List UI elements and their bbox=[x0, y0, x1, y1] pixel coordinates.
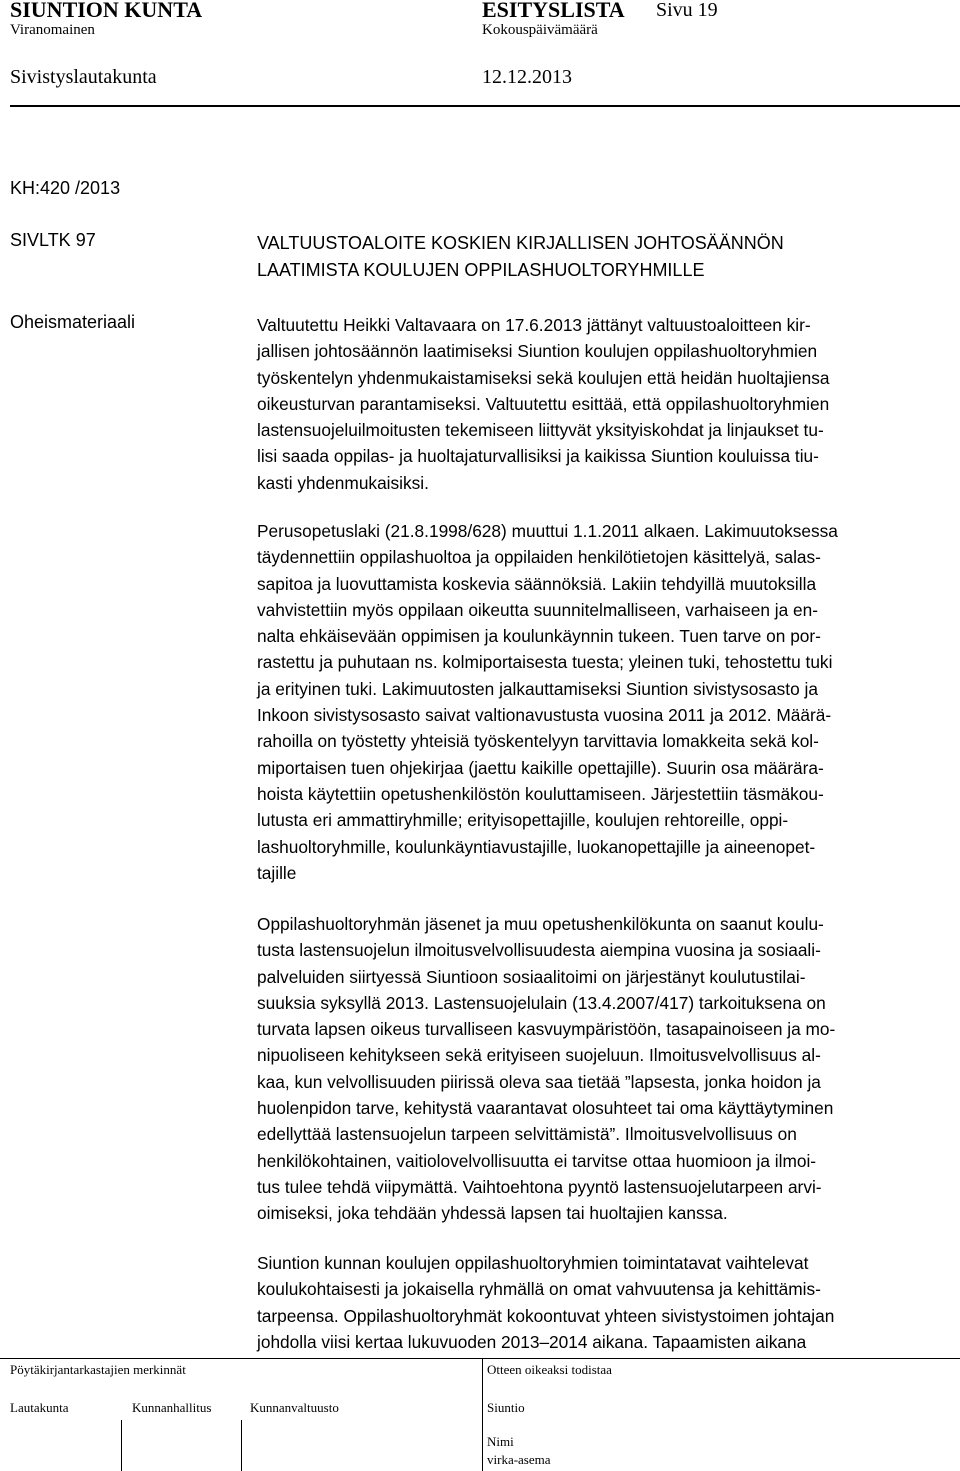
date-label: Kokouspäivämäärä bbox=[482, 22, 598, 38]
sivltk-reference: SIVLTK 97 bbox=[10, 230, 96, 250]
footer-signature-divider bbox=[121, 1420, 122, 1471]
text-line: tusta lastensuojelun ilmoitusvelvollisuudesta aiempina vuosina ja sosiaali- bbox=[257, 940, 821, 961]
minutes-checkers-label: Pöytäkirjantarkastajien merkinnät bbox=[10, 1362, 186, 1377]
text-line: ja erityinen tuki. Lakimuutosten jalkauttamiseksi Siuntion sivistysosasto ja bbox=[257, 678, 818, 699]
text-line: lastensuojeluilmoitusten tekemiseen liittyvät yksityiskohdat ja linjaukset tu- bbox=[257, 420, 824, 441]
text-line: täydennettiin oppilashuoltoa ja oppilaiden henkilötietojen käsittelyä, salas- bbox=[257, 547, 821, 568]
case-title-line: VALTUUSTOALOITE KOSKIEN KIRJALLISEN JOHTOSÄÄNNÖN bbox=[257, 233, 784, 253]
text-line: nalta ehkäisevään oppimisen ja koulunkäynnin tukeen. Tuen tarve on por- bbox=[257, 626, 821, 647]
footer-signature-divider bbox=[241, 1420, 242, 1471]
text-line: työskentelyn yhdenmukaistamiseksi sekä koulujen että heidän huoltajiensa bbox=[257, 367, 830, 388]
text-line: palveluiden siirtyessä Siuntioon sosiaalitoimi on järjestänyt koulutustilai- bbox=[257, 966, 806, 987]
text-line: lisi saada oppilas- ja huoltajaturvallisiksi ja kaikissa Siuntion kouluissa tiu- bbox=[257, 446, 819, 467]
page-number: Sivu 19 bbox=[656, 0, 718, 21]
text-line: suuksia syksyllä 2013. Lastensuojelulain (13.4.2007/417) tarkoituksena on bbox=[257, 992, 826, 1013]
council-label: Kunnanvaltuusto bbox=[250, 1400, 339, 1415]
text-line: sapitoa ja luovuttamista koskevia säännöksiä. Lakiin tehdyillä muutoksilla bbox=[257, 573, 817, 594]
title-label: virka-asema bbox=[487, 1452, 551, 1467]
text-line: kasti yhdenmukaisiksi. bbox=[257, 472, 429, 493]
document-type: ESITYSLISTA bbox=[482, 0, 625, 22]
body-paragraph-3 bbox=[257, 911, 945, 1227]
text-line: Inkoon sivistysosasto saivat valtionavustusta vuosina 2011 ja 2012. Määrä- bbox=[257, 705, 832, 726]
text-line: Siuntion kunnan koulujen oppilashuoltoryhmien toimintatavat vaihtelevat bbox=[257, 1253, 809, 1273]
case-title-line: LAATIMISTA KOULUJEN OPPILASHUOLTORYHMILLE bbox=[257, 260, 705, 280]
footer-divider bbox=[0, 1358, 960, 1359]
body-paragraph-2 bbox=[257, 518, 945, 886]
text-line: miportaisen tuen ohjekirjaa (jaettu kaikille opettajille). Suurin osa määrära- bbox=[257, 757, 824, 778]
text-line: johdolla viisi kertaa lukuvuoden 2013–2014 aikana. Tapaamisten aikana bbox=[257, 1331, 807, 1352]
body-paragraph-4 bbox=[257, 1250, 945, 1355]
text-line: huolenpidon tarve, kehitystä vaarantavat olosuhteet tai oma käyttäytyminen bbox=[257, 1098, 834, 1119]
footer-column-divider bbox=[482, 1358, 483, 1471]
header-divider bbox=[10, 105, 960, 107]
text-line: rahoilla on työstetty yhteisiä työskentelyyn tarvittavia lomakkeita sekä kol- bbox=[257, 731, 819, 752]
text-line: jallisen johtosäännön laatimiseksi Siuntion koulujen oppilashuoltoryhmien bbox=[257, 341, 818, 362]
text-line: edellyttää lastensuojelun tarpeen selvittämistä”. Ilmoitusvelvollisuus on bbox=[257, 1124, 797, 1145]
municipal-board-label: Kunnanhallitus bbox=[132, 1400, 212, 1415]
text-line: rastettu ja puhutaan ns. kolmiportaisesta tuesta; yleinen tuki, tehostettu tuki bbox=[257, 652, 833, 673]
text-line: oikeusturvan parantamiseksi. Valtuutettu esittää, että oppilashuoltoryhmien bbox=[257, 393, 830, 414]
text-line: vahvistettiin myös oppilaan oikeutta suunnitelmalliseen, varhaiseen ja en- bbox=[257, 599, 818, 620]
board-label: Lautakunta bbox=[10, 1400, 69, 1415]
body-paragraph-1 bbox=[257, 312, 945, 496]
text-line: Valtuutettu Heikki Valtavaara on 17.6.2013 jättänyt valtuustoaloitteen kir- bbox=[257, 315, 811, 335]
text-line: oimiseksi, joka tehdään yhdessä lapsen tai huoltajien kanssa. bbox=[257, 1203, 728, 1224]
authority-label: Viranomainen bbox=[10, 22, 95, 38]
text-line: Oppilashuoltoryhmän jäsenet ja muu opetushenkilökunta on saanut koulu- bbox=[257, 914, 824, 934]
text-line: henkilökohtainen, vaitiolovelvollisuutta ei tarvitse ottaa huomioon ja ilmoi- bbox=[257, 1150, 817, 1171]
text-line: tus tulee tehdä viipymättä. Vaihtoehtona pyyntö lastensuojelutarpeen arvi- bbox=[257, 1176, 822, 1197]
text-line: tajille bbox=[257, 862, 297, 883]
text-line: kaa, kun velvollisuuden piirissä oleva saa tietää ”lapsesta, jonka hoidon ja bbox=[257, 1071, 821, 1092]
meeting-date: 12.12.2013 bbox=[482, 66, 572, 88]
org-name: SIUNTION KUNTA bbox=[10, 0, 203, 22]
text-line: koulukohtaisesti ja jokaisella ryhmällä on omat vahvuutensa ja kehittämis- bbox=[257, 1279, 821, 1300]
text-line: tarpeensa. Oppilashuoltoryhmät kokoontuvat yhteen sivistystoimen johtajan bbox=[257, 1305, 835, 1326]
text-line: hoista käytettiin opetushenkilöstön kouluttamiseen. Järjestettiin täsmäkou- bbox=[257, 783, 824, 804]
name-label: Nimi bbox=[487, 1434, 514, 1449]
certified-copy-label: Otteen oikeaksi todistaa bbox=[487, 1362, 612, 1377]
text-line: lashuoltoryhmille, koulunkäyntiavustajille, luokanopettajille ja aineenopet- bbox=[257, 836, 816, 857]
text-line: turvata lapsen oikeus turvalliseen kasvuympäristöön, tasapainoiseen ja mo- bbox=[257, 1019, 836, 1040]
authority: Sivistyslautakunta bbox=[10, 66, 157, 88]
attachments-label: Oheismateriaali bbox=[10, 312, 136, 332]
kh-reference: KH:420 /2013 bbox=[10, 178, 121, 198]
text-line: lutusta eri ammattiryhmille; erityisopettajille, koulujen rehtoreille, oppi- bbox=[257, 810, 789, 831]
place-label: Siuntio bbox=[487, 1400, 525, 1415]
text-line: Perusopetuslaki (21.8.1998/628) muuttui 1.1.2011 alkaen. Lakimuutoksessa bbox=[257, 521, 838, 541]
text-line: nipuoliseen kehitykseen sekä erityiseen suojeluun. Ilmoitusvelvollisuus al- bbox=[257, 1045, 821, 1066]
case-title bbox=[257, 230, 784, 284]
